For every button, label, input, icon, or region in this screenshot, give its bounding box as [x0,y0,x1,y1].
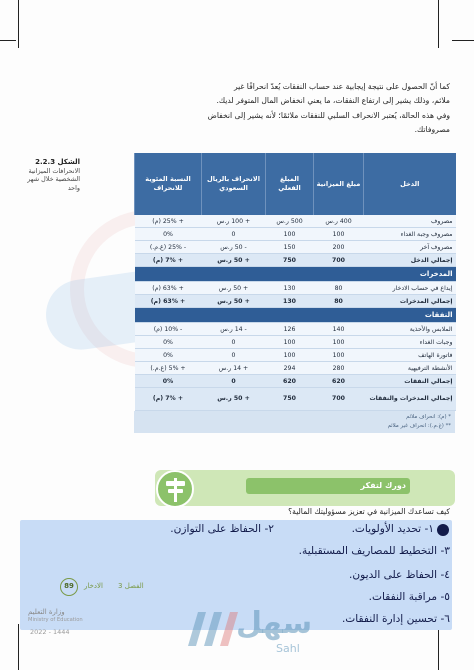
page-number-badge: 89 [60,578,78,596]
cell-actual: 500 ر.س [266,215,314,228]
cell-variance-sar: - 14 ر.س [202,323,266,336]
header-variance-sar: الانحراف بالريال السعودي [202,153,266,215]
think-box-title: دورك لتفكر [246,478,410,494]
cell-actual: 750 [266,388,314,411]
cell-budget: 700 [314,388,364,411]
budget-table-wrapper [134,153,455,433]
legend-unfavorable: ** (غ.م.): انحراف غير ملائم [387,423,451,429]
cell-actual: 100 [266,349,314,362]
cell-item: الملابس والأحذية [364,323,456,336]
answer-3: ٣- التخطيط للمصاريف المستقبلية. [298,545,450,557]
cell-item: إجمالي الدخل [364,254,456,267]
table-row [135,362,456,375]
cell-budget: 700 [314,254,364,267]
cell-actual: 130 [266,295,314,308]
cell-budget: 280 [314,362,364,375]
table-grand-total-row [135,388,456,411]
cell-item: إجمالي النفقات [364,375,456,388]
crop-mark-bottom-right [438,630,439,670]
cell-actual: 100 [266,336,314,349]
ministry-logo-ar: وزارة التعليم [28,608,65,616]
cell-variance-sar: + 14 ر.س [202,362,266,375]
legend-favorable: * (م): انحراف ملائم [406,414,451,420]
cell-variance-percent: + 25% (م) [135,215,202,228]
think-question: كيف تساعدك الميزانية في تعزيز مسؤوليتك المالية؟ [288,507,450,516]
ministry-logo-en: Ministry of Education [28,617,83,623]
table-header-row [135,153,456,215]
cell-budget: 140 [314,323,364,336]
table-row [135,241,456,254]
cell-item: إيداع في حساب الادخار [364,282,456,295]
cell-variance-percent: 0% [135,349,202,362]
chapter-label: الفصل 3 [118,582,144,590]
cell-item: إجمالي المدخرات والنفقات [364,388,456,411]
cell-item: وجبات الغداء [364,336,456,349]
section-label: النفقات [135,308,456,323]
cell-actual: 294 [266,362,314,375]
header-actual-amount: المبلغ الفعلي [266,153,314,215]
cell-variance-sar: 0 [202,349,266,362]
crop-mark-top-right [438,0,439,48]
chapter-topic: الادخار [84,582,103,590]
table-section-row [135,267,456,282]
cell-variance-sar: + 50 ر.س [202,282,266,295]
cell-item: الأنشطة الترفيهية [364,362,456,375]
cell-variance-percent: + 63% (م) [135,282,202,295]
intro-line: وفي هذه الحالة، يُعتبر الانحراف السلبي للنفقات ملائمًا؛ لأنه يشير إلى انخفاض [207,110,450,120]
cell-variance-sar: 0 [202,375,266,388]
cell-variance-percent: + 7% (م) [135,388,202,411]
cell-item: فاتورة الهاتف [364,349,456,362]
cell-actual: 750 [266,254,314,267]
cell-variance-percent: - 10% (م) [135,323,202,336]
header-income: الدخل [364,153,456,215]
cell-variance-sar: - 50 ر.س [202,241,266,254]
cell-actual: 126 [266,323,314,336]
cell-budget: 80 [314,282,364,295]
crop-mark-top-left-h [0,40,16,41]
cell-variance-sar: + 50 ر.س [202,254,266,267]
figure-caption-text: الانحرافات الميزانية الشخصية خلال شهر واحد [27,166,80,192]
sahl-logo-mark [180,604,240,654]
header-variance-percent: النسبة المئوية للانحراف [135,153,202,215]
cell-actual: 620 [266,375,314,388]
crop-mark-top-left [18,0,19,48]
answer-2: ٢- الحفاظ على التوازن. [170,523,274,535]
cell-budget: 80 [314,295,364,308]
watermark-sahl-ar: سهل [236,606,313,641]
table-row [135,336,456,349]
section-label: المدخرات [135,267,456,282]
cell-variance-sar: + 50 ر.س [202,388,266,411]
crop-mark-bottom-left [18,624,19,670]
cell-budget: 100 [314,228,364,241]
cell-budget: 620 [314,375,364,388]
table-total-row [135,254,456,267]
cell-variance-sar: 0 [202,228,266,241]
table-row [135,228,456,241]
cell-variance-percent: 0% [135,228,202,241]
table-row [135,323,456,336]
table-row [135,215,456,228]
header-budget-amount: مبلغ الميزانية [314,153,364,215]
cell-budget: 100 [314,336,364,349]
cell-item: إجمالي المدخرات [364,295,456,308]
cell-variance-percent: + 63% (م) [135,295,202,308]
cell-item: مصروف وجبة الغداء [364,228,456,241]
table-total-row [135,295,456,308]
cell-actual: 150 [266,241,314,254]
intro-line: كما أنّ الحصول على نتيجة إيجابية عند حساب النفقات يُعدّ انحرافًا غير [233,82,450,91]
budget-table [134,153,456,411]
cell-variance-percent: + 5% (غ.م.) [135,362,202,375]
table-total-row [135,375,456,388]
cell-variance-percent: 0% [135,336,202,349]
cell-item: مصروف آخر [364,241,456,254]
cell-item: مصروف [364,215,456,228]
cell-variance-percent: 0% [135,375,202,388]
figure-number: الشكل 2.2.3 [35,158,80,166]
cell-variance-percent: - 25% (غ.م.) [135,241,202,254]
cell-variance-percent: + 7% (م) [135,254,202,267]
cell-variance-sar: 0 [202,336,266,349]
cell-actual: 100 [266,228,314,241]
table-section-row [135,308,456,323]
table-legend [134,411,455,433]
figure-caption [18,158,80,192]
budget-table-body [135,215,456,411]
answer-6: ٦- تحسين إدارة النفقات. [341,613,450,625]
signpost-icon [156,470,194,508]
table-row [135,349,456,362]
edition-year: 2022 - 1444 [30,628,70,636]
intro-paragraph [150,80,450,137]
crop-mark-top-right-h [452,40,474,41]
intro-line: ملائم، وذلك يشير إلى ارتفاع النفقات، ما يعني انخفاض المال المتوفر لديك. [216,96,450,106]
cell-budget: 100 [314,349,364,362]
answer-1: ١- تحديد الأولويات. [351,523,434,535]
cell-budget: 400 ر.س [314,215,364,228]
answer-bullet-dot [437,524,449,536]
cell-variance-sar: + 100 ر.س [202,215,266,228]
table-row [135,282,456,295]
answer-4: ٤- الحفاظ على الديون. [349,569,450,581]
intro-line: مصروفاتك. [414,124,450,134]
answer-5: ٥- مراقبة النفقات. [368,591,450,603]
cell-budget: 200 [314,241,364,254]
cell-actual: 130 [266,282,314,295]
cell-variance-sar: + 50 ر.س [202,295,266,308]
watermark-sahl-en: Sahl [276,642,300,655]
